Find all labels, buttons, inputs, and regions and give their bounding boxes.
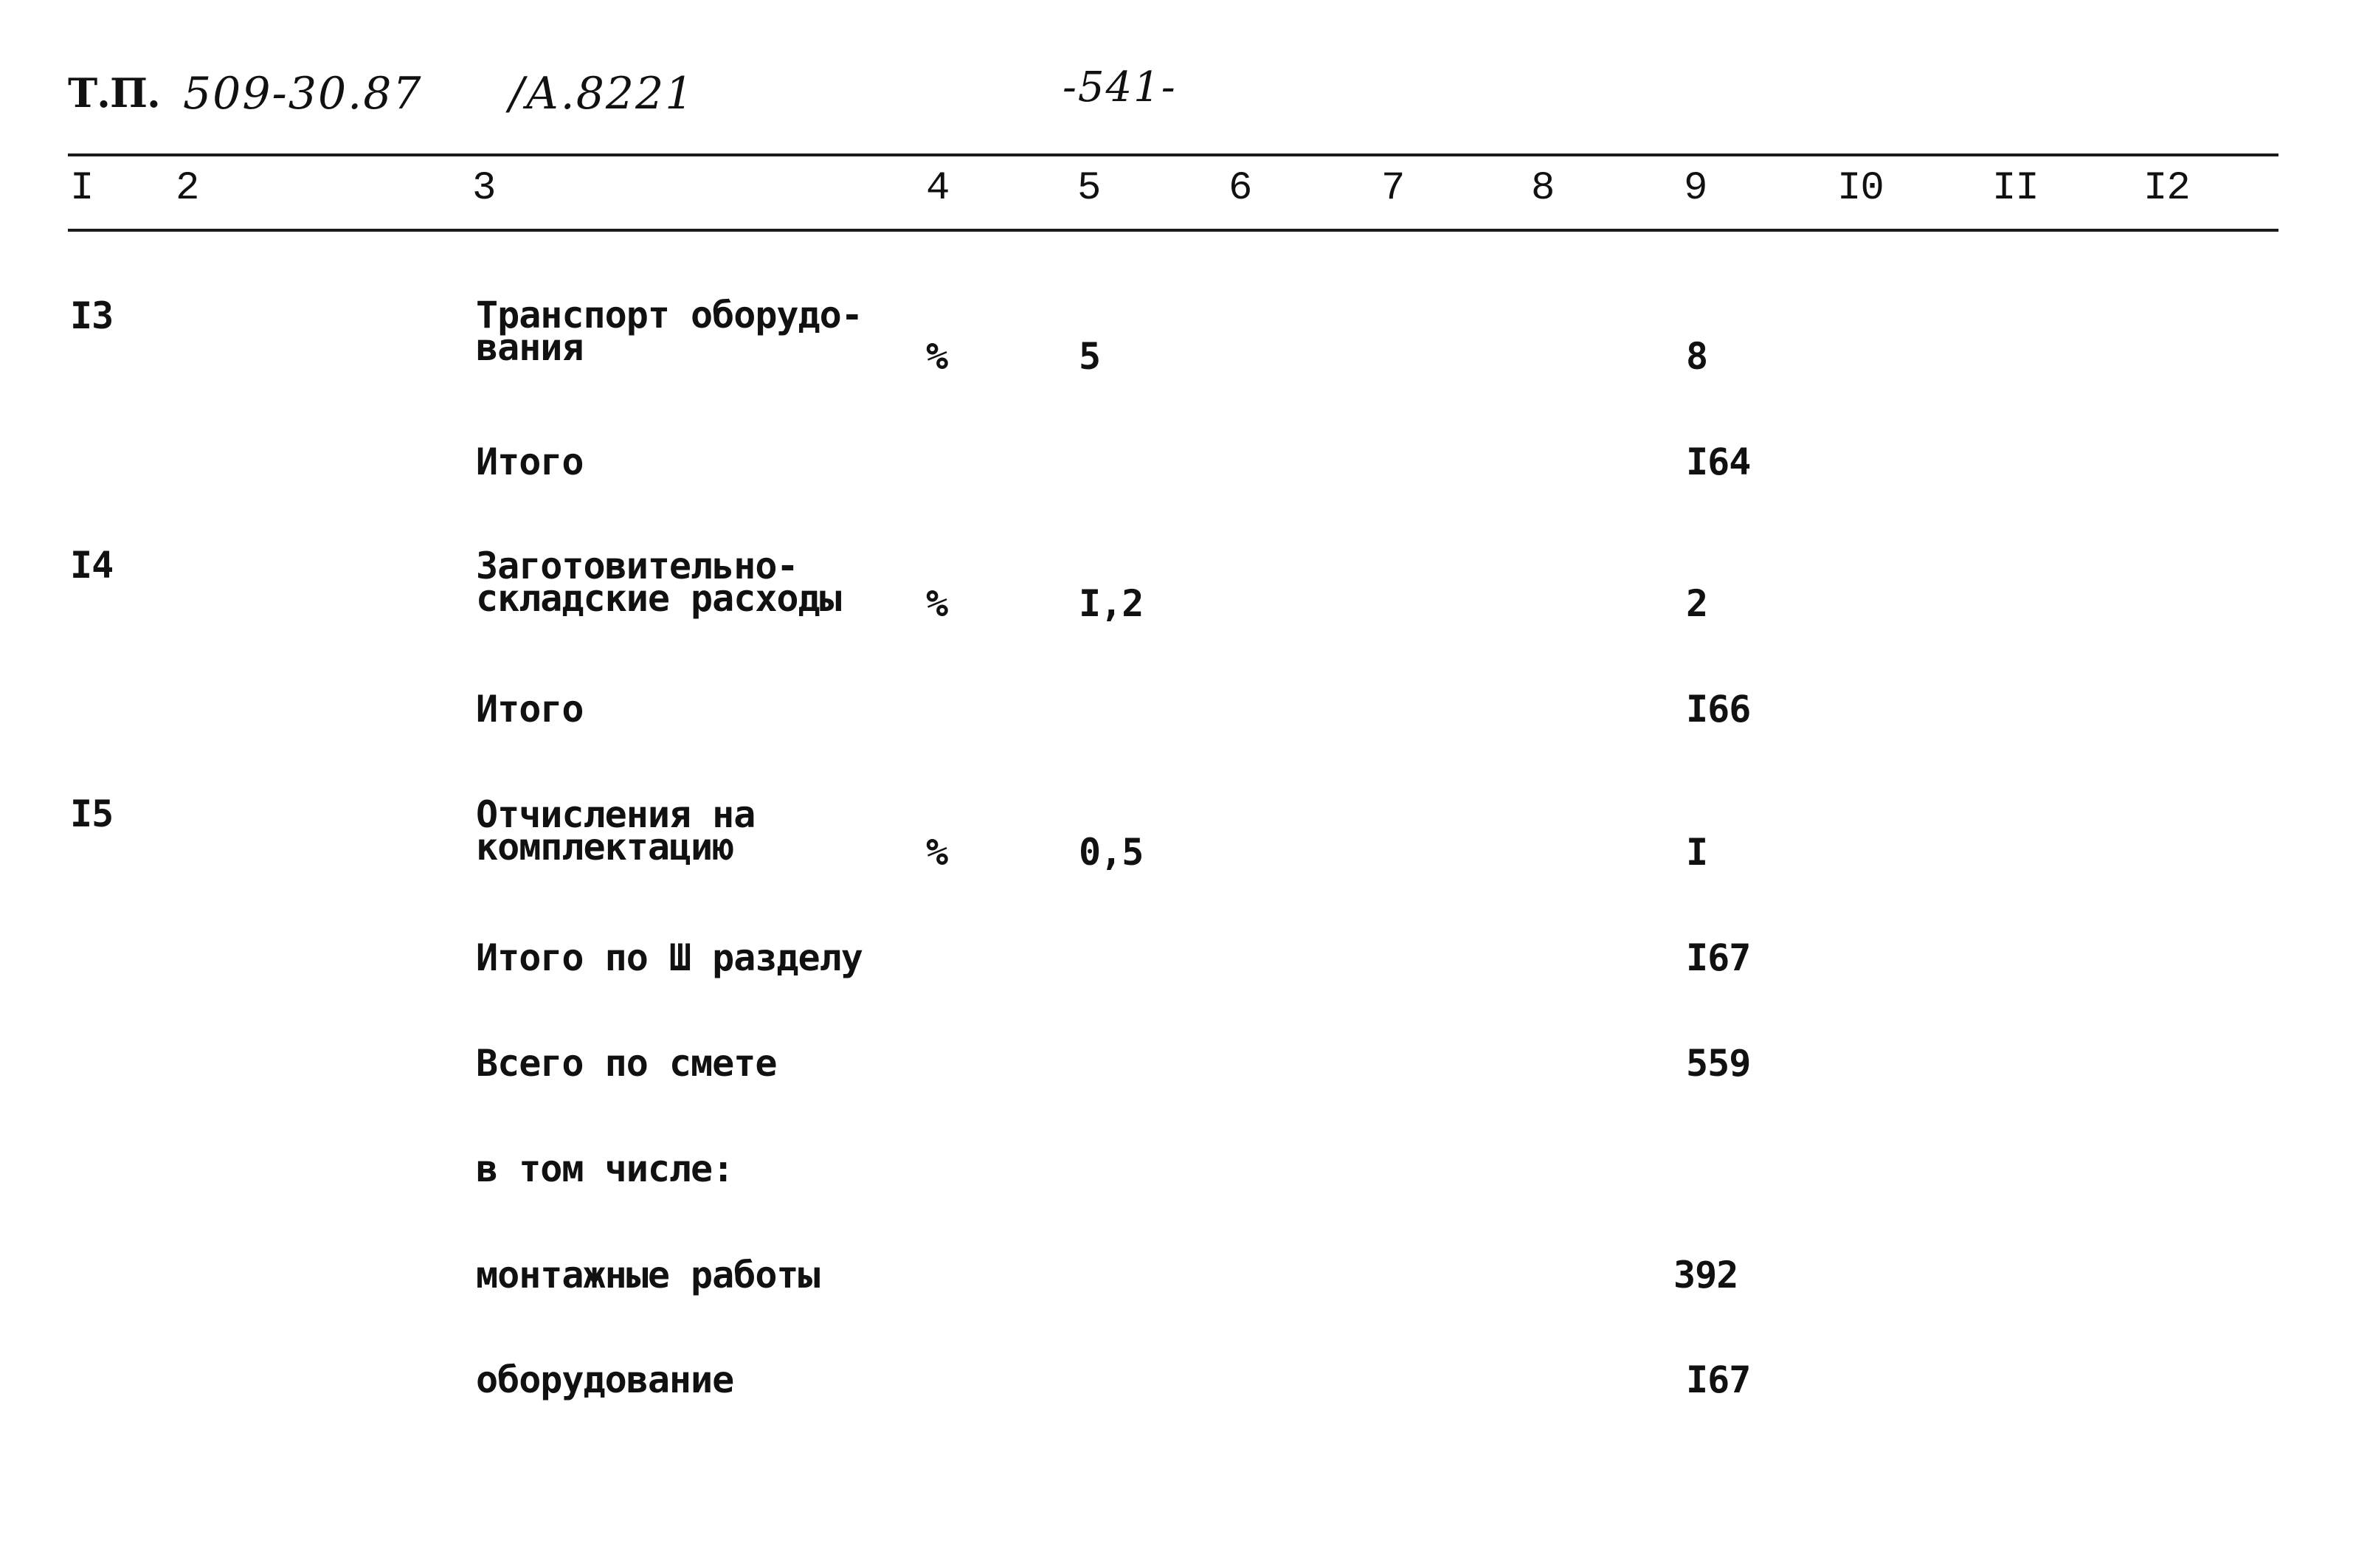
row-name-line-2: складские расходы bbox=[476, 577, 841, 620]
row-name: Итого bbox=[476, 688, 584, 731]
row-unit: % bbox=[926, 582, 948, 625]
row-total: 2 bbox=[1686, 582, 1708, 625]
column-header-1: I bbox=[70, 166, 94, 211]
row-total: 8 bbox=[1686, 335, 1708, 378]
row-name bbox=[476, 545, 841, 620]
row-total: 392 bbox=[1673, 1254, 1738, 1296]
row-total: I64 bbox=[1686, 441, 1751, 483]
row-name bbox=[476, 793, 756, 868]
tp-number: 509-30.87 bbox=[183, 68, 423, 120]
column-header-3: 3 bbox=[472, 166, 496, 211]
row-name: Итого bbox=[476, 441, 584, 483]
column-header-6: 6 bbox=[1229, 166, 1252, 211]
row-number: I4 bbox=[70, 544, 114, 587]
tp-label: Т.П. bbox=[68, 69, 160, 117]
row-total: I67 bbox=[1686, 936, 1751, 979]
row-unit: % bbox=[926, 831, 948, 874]
row-name: Итого по Ш разделу bbox=[476, 936, 863, 979]
row-name: в том числе: bbox=[476, 1147, 734, 1190]
row-unit: % bbox=[926, 335, 948, 378]
column-header-12: I2 bbox=[2143, 166, 2190, 211]
row-total: 559 bbox=[1686, 1042, 1751, 1085]
column-header-10: I0 bbox=[1837, 166, 1884, 211]
row-name: монтажные работы bbox=[476, 1254, 820, 1296]
row-total: I67 bbox=[1686, 1358, 1751, 1401]
row-number: I3 bbox=[70, 294, 114, 337]
row-rate: I,2 bbox=[1079, 582, 1144, 625]
row-name-line-1: Отчисления на bbox=[476, 793, 756, 836]
column-header-5: 5 bbox=[1077, 166, 1101, 211]
column-header-2: 2 bbox=[176, 166, 199, 211]
page-number: -541- bbox=[1063, 63, 1177, 111]
row-total: I bbox=[1686, 831, 1708, 874]
row-name: оборудование bbox=[476, 1358, 734, 1401]
header-bottom-rule bbox=[68, 229, 2278, 232]
header-top-rule bbox=[68, 153, 2278, 156]
column-header-4: 4 bbox=[926, 166, 950, 211]
column-header-7: 7 bbox=[1381, 166, 1405, 211]
row-rate: 5 bbox=[1079, 335, 1101, 378]
row-name: Всего по смете bbox=[476, 1042, 777, 1085]
row-name bbox=[476, 294, 863, 369]
row-total: I66 bbox=[1686, 688, 1751, 731]
row-rate: 0,5 bbox=[1079, 831, 1144, 874]
column-header-9: 9 bbox=[1684, 166, 1707, 211]
column-header-11: II bbox=[1992, 166, 2039, 211]
row-name-line-2: комплектацию bbox=[476, 826, 734, 868]
album-number: /А.8221 bbox=[509, 68, 695, 120]
row-name-line-1: Заготовительно- bbox=[476, 545, 798, 587]
column-header-8: 8 bbox=[1531, 166, 1555, 211]
row-name-line-2: вания bbox=[476, 326, 584, 369]
row-name-line-1: Транспорт оборудо- bbox=[476, 294, 863, 336]
row-number: I5 bbox=[70, 792, 114, 835]
